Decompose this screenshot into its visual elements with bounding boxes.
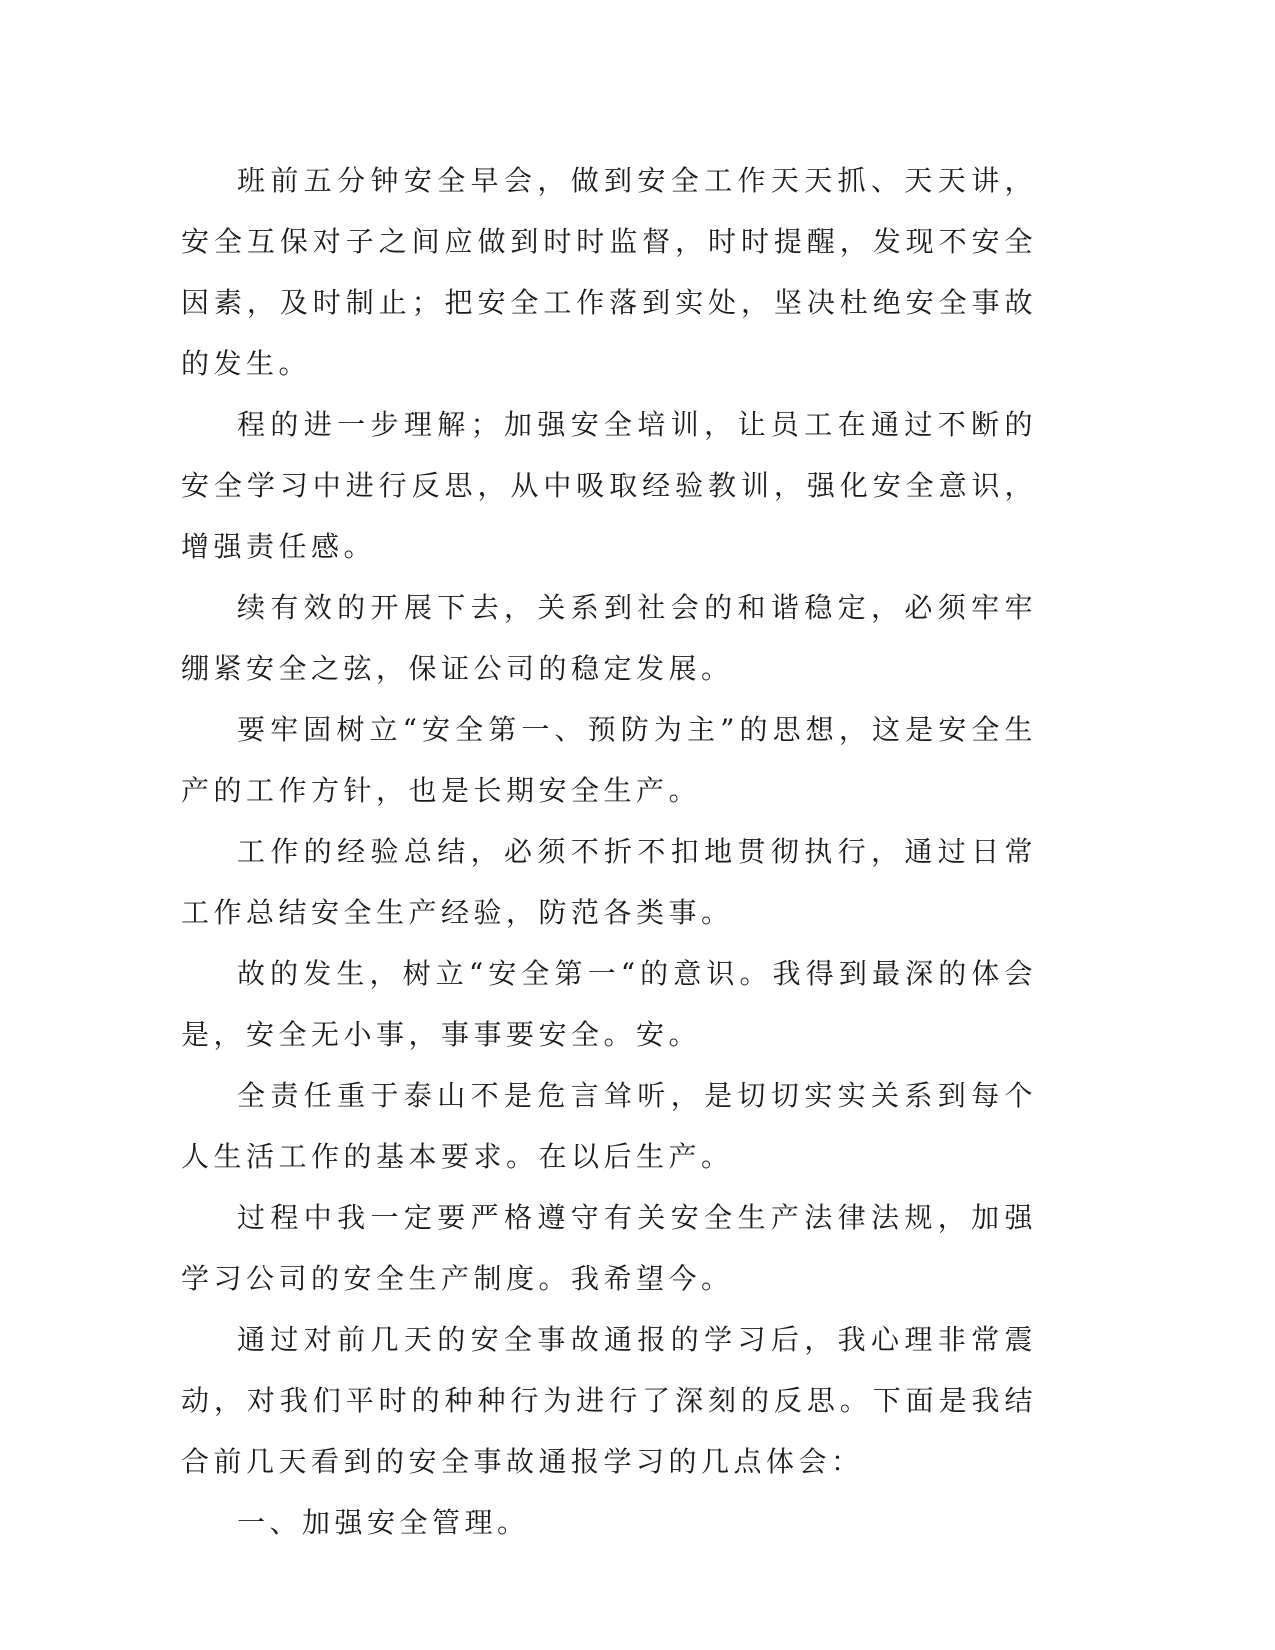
- document-body: [181, 150, 1037, 1553]
- paragraph-10: 一、加强安全管理。: [237, 1506, 530, 1539]
- paragraph-3: 续有效的开展下去，关系到社会的和谐稳定，必须牢牢绷紧安全之弦，保证公司的稳定发展。: [181, 591, 1037, 685]
- paragraph-9: 通过对前几天的安全事故通报的学习后，我心理非常震动，对我们平时的种种行为进行了深刻的反思。下面是我结合前几天看到的安全事故通报学习的几点体会：: [181, 1323, 1037, 1478]
- paragraph-6: 故的发生，树立“安全第一“的意识。我得到最深的体会是，安全无小事，事事要安全。安。: [181, 957, 1037, 1051]
- paragraph-1: 班前五分钟安全早会，做到安全工作天天抓、天天讲，安全互保对子之间应做到时时监督，时时提醒，发现不安全因素，及时制止；把安全工作落到实处，坚决杜绝安全事故的发生。: [181, 164, 1037, 380]
- paragraph-8: 过程中我一定要严格遵守有关安全生产法律法规，加强学习公司的安全生产制度。我希望今。: [181, 1201, 1037, 1295]
- paragraph-5: 工作的经验总结，必须不折不扣地贯彻执行，通过日常工作总结安全生产经验，防范各类事。: [181, 835, 1037, 929]
- paragraph-2: 程的进一步理解；加强安全培训，让员工在通过不断的安全学习中进行反思，从中吸取经验教训，强化安全意识，增强责任感。: [181, 408, 1037, 563]
- paragraph-7: 全责任重于泰山不是危言耸听，是切切实实关系到每个人生活工作的基本要求。在以后生产。: [181, 1079, 1037, 1173]
- paragraph-4: 要牢固树立“安全第一、预防为主”的思想，这是安全生产的工作方针，也是长期安全生产。: [181, 713, 1037, 807]
